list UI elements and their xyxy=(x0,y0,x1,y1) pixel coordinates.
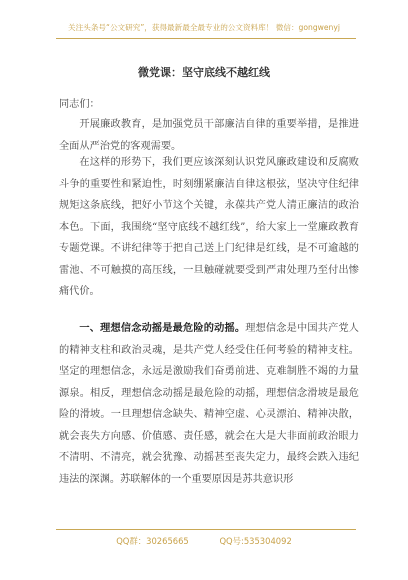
footer-divider xyxy=(56,529,356,530)
paragraph-section-one xyxy=(59,318,359,490)
document-title: 微党课：坚守底线不越红线 xyxy=(138,66,270,79)
paragraph-context: 在这样的形势下，我们更应该深刻认识党风廉政建设和反腐败斗争的重要性和紧迫性，时刻绷紧廉洁自律这根弦，坚决守住纪律规矩这条底线，把好小节这个关键，永葆共产党人清正廉洁的政治本色。下面，我围绕“坚守底线不越红线”，给大家上一堂廉政教育专题党课。不讲纪律等于把自己送上门纪律是红线，是不可逾越的雷池、不可触摸的高压线，一旦触碰就要受到严肃处理乃至付出惨痛代价。 xyxy=(59,157,359,297)
qq-number-text: QQ号:535304092 xyxy=(219,536,292,546)
section-heading: 一、理想信念动摇是最危险的动摇。 xyxy=(79,322,246,334)
paragraph-intro: 开展廉政教育，是加强党员干部廉洁自律的重要举措，是推进全面从严治党的客观需要。 xyxy=(59,119,359,152)
footer-contact xyxy=(0,535,408,547)
qq-group-text: QQ群：30265665 xyxy=(116,536,189,546)
salutation: 同志们： xyxy=(59,99,100,110)
header-banner: 关注头条号“公文研究”，获得最新最全最专业的公文资料库！ 微信：gongwenyj xyxy=(68,23,340,32)
header-divider xyxy=(56,38,356,39)
section-body: 理想信念是中国共产党人的精神支柱和政治灵魂，是共产党人经受住任何考验的精神支柱。坚定的理想信念，永远是激励我们奋勇前进、克难制胜不竭的力量源泉。相反，理想信念动摇是最危险的动摇，理想信念滑坡是最危险的滑坡。一旦理想信念缺失、精神空虚、心灵漂泊、精神决散，就会丧失方向感、价值感、责任感，就会在大是大非面前政治眼力不清明、不清亮，就会犹豫、动摇甚至丧失定力，最终会跌入违纪违法的深渊。苏联解体的一个重要原因是苏共意识形 xyxy=(59,323,359,485)
